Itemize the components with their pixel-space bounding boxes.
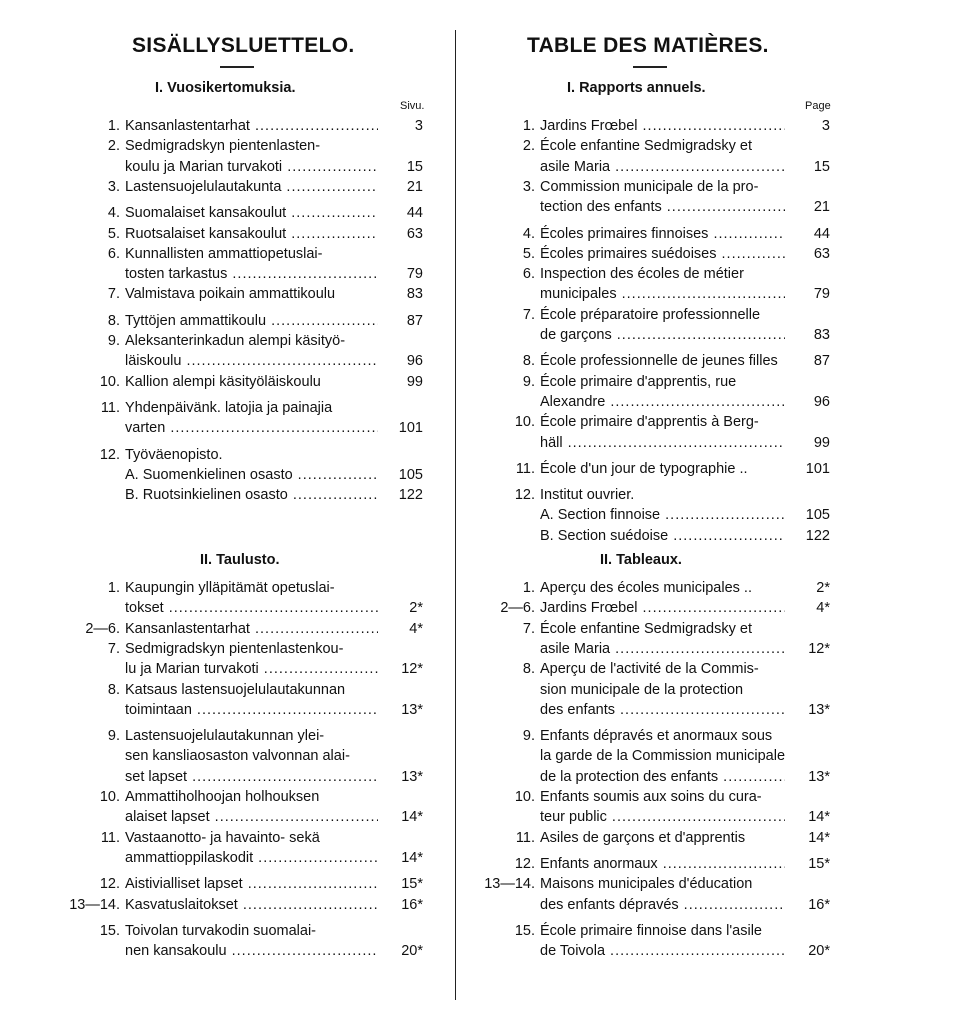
toc-line xyxy=(475,351,840,372)
entry-text: ammattioppilaskodit ..... xyxy=(125,848,378,869)
entry-text: Sedmigradskyn pientenlastenkou- xyxy=(125,640,344,657)
entry-text: koulu ja Marian turvakoti ..... xyxy=(125,157,378,178)
entry-number: 4. xyxy=(522,225,535,242)
entry-text: Suomalaiset kansakoulut ..... xyxy=(125,203,378,224)
toc-line xyxy=(475,372,840,393)
entry-number: 12. xyxy=(514,855,535,872)
entry-number: 7. xyxy=(522,620,535,637)
toc-line xyxy=(60,224,440,245)
toc-line xyxy=(60,244,440,265)
toc-line xyxy=(475,767,840,788)
toc-line xyxy=(475,244,840,265)
entry-number: 13—14. xyxy=(484,876,535,893)
entry-number: 7. xyxy=(522,306,535,323)
page-number: 3 xyxy=(821,118,830,134)
toc-line xyxy=(475,578,840,599)
entry-text: Lastensuojelulautakunta ..... xyxy=(125,177,378,198)
page-number: 13* xyxy=(401,701,423,718)
entry-text: Enfants anormaux ..... xyxy=(540,854,785,875)
page-number: 16* xyxy=(808,896,830,913)
entry-text: A. Section finnoise ..... xyxy=(540,505,785,526)
page-number: 12* xyxy=(401,661,423,678)
entry-text: Alexandre ..... xyxy=(540,392,785,413)
toc-line xyxy=(475,807,840,828)
toc-line xyxy=(475,264,840,285)
entry-number: 15. xyxy=(514,922,535,939)
page-number: 105 xyxy=(398,466,423,483)
entry-number: 9. xyxy=(522,728,535,745)
title-underline xyxy=(220,66,254,68)
page-number: 2* xyxy=(409,600,423,617)
entry-number: 9. xyxy=(107,728,120,745)
page-number: 101 xyxy=(805,460,830,477)
entry-text: École d'un jour de typographie .. xyxy=(540,460,748,477)
entry-text: Institut ouvrier. xyxy=(540,487,635,504)
entry-text: Kallion alempi käsityöläiskoulu xyxy=(125,373,321,390)
page-number: 63 xyxy=(406,225,423,242)
toc-line xyxy=(475,787,840,808)
entry-number: 12. xyxy=(99,876,120,893)
entry-text: Aperçu des écoles municipales .. xyxy=(540,580,752,596)
toc-line xyxy=(60,331,440,352)
toc-line xyxy=(475,412,840,433)
entry-number: 10. xyxy=(514,789,535,805)
entry-text: Vastaanotto- ja havainto- sekä xyxy=(125,829,320,846)
entry-number: 15. xyxy=(99,922,120,939)
entry-text: Lastensuojelulautakunnan ylei- xyxy=(125,728,325,745)
page-number: 21 xyxy=(813,199,830,216)
page-number: 15 xyxy=(813,158,830,175)
toc-line xyxy=(475,305,840,326)
page-number: 21 xyxy=(406,178,423,195)
page-number: 87 xyxy=(813,353,830,370)
entry-text: lu ja Marian turvakoti ..... xyxy=(125,659,378,680)
entry-text: asile Maria ..... xyxy=(540,639,785,660)
page-number: 15 xyxy=(406,158,423,175)
toc-line xyxy=(60,895,440,916)
page-number: 99 xyxy=(813,434,830,451)
toc-line xyxy=(60,807,440,828)
toc-line xyxy=(60,203,440,224)
toc-line xyxy=(475,828,840,849)
entry-text: Inspection des écoles de métier xyxy=(540,266,744,283)
entry-number: 2. xyxy=(107,138,120,155)
toc-line xyxy=(60,767,440,788)
entry-text: Kaupungin ylläpitämät opetuslai- xyxy=(125,580,335,596)
toc-line xyxy=(60,418,440,439)
toc-line xyxy=(475,526,840,547)
entry-text: Aleksanterinkadun alempi käsityö- xyxy=(125,333,346,349)
entry-text: la garde de la Commission municipale xyxy=(540,748,785,765)
entry-text: nen kansakoulu ..... xyxy=(125,941,378,962)
page-number: 12* xyxy=(808,640,830,657)
toc-line xyxy=(60,619,440,640)
toc-line xyxy=(475,746,840,767)
entry-text: Enfants soumis aux soins du cura- xyxy=(540,789,762,805)
page-number: 79 xyxy=(813,286,830,303)
entry-text: Yhdenpäivänk. latojia ja painajia xyxy=(125,399,333,416)
entry-text: set lapset ..... xyxy=(125,767,378,788)
entry-text: toimintaan ..... xyxy=(125,700,378,721)
toc-line xyxy=(475,619,840,640)
page-number: 4* xyxy=(816,600,830,617)
toc-line xyxy=(60,787,440,808)
entry-text: Katsaus lastensuojelulautakunnan xyxy=(125,681,346,698)
toc-line xyxy=(475,874,840,895)
toc-line xyxy=(475,598,840,619)
entry-number: 4. xyxy=(107,205,120,222)
toc-line xyxy=(60,639,440,660)
entry-text: läiskoulu ..... xyxy=(125,351,378,372)
page-number: 79 xyxy=(406,266,423,283)
entry-text: teur public ..... xyxy=(540,807,785,828)
page-number: 83 xyxy=(406,286,423,303)
page-number: 15* xyxy=(401,876,423,893)
toc-line xyxy=(60,578,440,599)
toc-line xyxy=(60,680,440,701)
page-number: 44 xyxy=(406,205,423,222)
page-number: 105 xyxy=(805,507,830,524)
toc-line xyxy=(60,700,440,721)
toc-line xyxy=(60,659,440,680)
page-number: 13* xyxy=(808,701,830,718)
entry-text: Työväenopisto. xyxy=(125,446,223,463)
page-number: 14* xyxy=(808,829,830,846)
entry-text: B. Section suédoise ..... xyxy=(540,526,785,547)
toc-line xyxy=(60,264,440,285)
entry-text: Jardins Frœbel ..... xyxy=(540,116,785,137)
toc-line xyxy=(60,372,440,393)
entry-number: 1. xyxy=(107,580,120,596)
entry-number: 3. xyxy=(522,178,535,195)
toc-line xyxy=(475,921,840,942)
entry-text: École enfantine Sedmigradsky et xyxy=(540,620,752,637)
toc-line xyxy=(475,485,840,506)
toc-line xyxy=(475,177,840,198)
entry-text: tosten tarkastus ..... xyxy=(125,264,378,285)
page-title: TABLE DES MATIÈRES. xyxy=(527,34,769,57)
page-column-header: Sivu. xyxy=(400,100,425,112)
entry-number: 11. xyxy=(100,829,120,846)
entry-number: 6. xyxy=(522,266,535,283)
entry-number: 1. xyxy=(522,118,535,134)
toc-line xyxy=(475,854,840,875)
section-heading-2: II. Tableaux. xyxy=(600,552,682,568)
toc-line xyxy=(60,177,440,198)
entry-number: 1. xyxy=(107,118,120,134)
toc-line xyxy=(60,116,440,137)
entry-number: 2—6. xyxy=(500,600,535,617)
entry-number: 7. xyxy=(107,286,120,303)
entry-text: A. Suomenkielinen osasto ..... xyxy=(125,465,378,486)
entry-text: tokset ..... xyxy=(125,598,378,619)
entry-number: 7. xyxy=(107,640,120,657)
toc-line xyxy=(475,726,840,747)
page-number: 122 xyxy=(805,527,830,544)
entry-text: häll ..... xyxy=(540,433,785,454)
section-heading-1: I. Vuosikertomuksia. xyxy=(155,80,296,96)
page-number: 20* xyxy=(401,943,423,960)
toc-line xyxy=(60,284,440,305)
entry-text: École primaire d'apprentis à Berg- xyxy=(540,414,759,431)
toc-line xyxy=(475,505,840,526)
entry-text: Ruotsalaiset kansakoulut ..... xyxy=(125,224,378,245)
page-number: 63 xyxy=(813,245,830,262)
toc-line xyxy=(475,895,840,916)
toc-line xyxy=(60,445,440,466)
entry-number: 1. xyxy=(522,580,535,596)
entry-number: 5. xyxy=(522,245,535,262)
entry-text: Maisons municipales d'éducation xyxy=(540,876,753,893)
toc-line xyxy=(475,284,840,305)
entry-text: Ammattiholhoojan holhouksen xyxy=(125,789,320,805)
toc-line xyxy=(60,598,440,619)
toc-line xyxy=(60,848,440,869)
toc-line xyxy=(475,639,840,660)
column-divider xyxy=(455,30,456,1000)
toc-line xyxy=(60,726,440,747)
page-title: SISÄLLYSLUETTELO. xyxy=(132,34,355,57)
page-number: 96 xyxy=(813,393,830,410)
page-number: 16* xyxy=(401,896,423,913)
toc-line xyxy=(60,941,440,962)
entry-text: École enfantine Sedmigradsky et xyxy=(540,138,752,155)
toc-line xyxy=(60,465,440,486)
page-number: 13* xyxy=(401,768,423,785)
entry-number: 2—6. xyxy=(85,620,120,637)
section-heading-2: II. Taulusto. xyxy=(200,552,280,568)
entry-text: École primaire finnoise dans l'asile xyxy=(540,922,762,939)
entry-text: des enfants ..... xyxy=(540,700,785,721)
page-number: 101 xyxy=(398,420,423,437)
toc-line xyxy=(60,398,440,419)
page-column-header: Page xyxy=(805,100,831,112)
toc-line xyxy=(60,921,440,942)
entry-number: 8. xyxy=(107,312,120,329)
toc-line xyxy=(475,392,840,413)
section-heading-1: I. Rapports annuels. xyxy=(567,80,706,96)
entry-number: 12. xyxy=(514,487,535,504)
entry-text: Jardins Frœbel ..... xyxy=(540,598,785,619)
toc-line xyxy=(475,459,840,480)
entry-text: École préparatoire professionnelle xyxy=(540,306,761,323)
entry-number: 10. xyxy=(99,789,120,805)
page-number: 83 xyxy=(813,327,830,343)
entry-number: 10. xyxy=(99,373,120,390)
toc-line xyxy=(60,828,440,849)
entry-text: asile Maria ..... xyxy=(540,157,785,178)
entry-text: Kansanlastentarhat ..... xyxy=(125,116,378,137)
entry-text: Asiles de garçons et d'apprentis xyxy=(540,829,746,846)
entry-number: 11. xyxy=(515,829,535,846)
entry-text: Toivolan turvakodin suomalai- xyxy=(125,922,317,939)
toc-line xyxy=(475,659,840,680)
entry-text: des enfants dépravés ..... xyxy=(540,895,785,916)
toc-line xyxy=(60,157,440,178)
entry-number: 10. xyxy=(514,414,535,431)
entry-number: 12. xyxy=(99,446,120,463)
entry-number: 9. xyxy=(107,333,120,349)
page-number: 20* xyxy=(808,943,830,960)
toc-line xyxy=(60,746,440,767)
entry-text: de Toivola ..... xyxy=(540,941,785,962)
entry-number: 3. xyxy=(107,178,120,195)
entry-text: École primaire d'apprentis, rue xyxy=(540,373,737,390)
page-number: 15* xyxy=(808,855,830,872)
toc-line xyxy=(475,224,840,245)
page-number: 14* xyxy=(401,809,423,826)
entry-number: 6. xyxy=(107,245,120,262)
entry-text: sen kansliaosaston valvonnan alai- xyxy=(125,748,350,765)
entry-text: alaiset lapset ..... xyxy=(125,807,378,828)
entry-text: Écoles primaires finnoises ..... xyxy=(540,224,785,245)
page-number: 3 xyxy=(414,118,423,134)
page-number: 122 xyxy=(398,487,423,504)
entry-text: tection des enfants ..... xyxy=(540,197,785,218)
entry-number: 11. xyxy=(515,460,535,477)
entry-text: de la protection des enfants ..... xyxy=(540,767,785,788)
entry-text: Tyttöjen ammattikoulu ..... xyxy=(125,311,378,332)
toc-line xyxy=(60,874,440,895)
entry-text: municipales ..... xyxy=(540,284,785,305)
toc-line xyxy=(475,680,840,701)
page-number: 96 xyxy=(406,353,423,370)
toc-line xyxy=(475,197,840,218)
page-number: 44 xyxy=(813,225,830,242)
page-number: 14* xyxy=(808,809,830,826)
entry-text: varten ..... xyxy=(125,418,378,439)
page-number: 87 xyxy=(406,312,423,329)
toc-line xyxy=(475,157,840,178)
entry-text: École professionnelle de jeunes filles xyxy=(540,353,778,370)
toc-line xyxy=(60,485,440,506)
title-underline xyxy=(633,66,667,68)
toc-line xyxy=(475,700,840,721)
entry-number: 5. xyxy=(107,225,120,242)
entry-number: 9. xyxy=(522,373,535,390)
entry-text: de garçons ..... xyxy=(540,325,785,346)
page-number: 14* xyxy=(401,849,423,866)
entry-text: B. Ruotsinkielinen osasto ..... xyxy=(125,485,378,506)
entry-text: Aperçu de l'activité de la Commis- xyxy=(540,661,759,678)
page-number: 2* xyxy=(816,580,830,596)
toc-line xyxy=(60,351,440,372)
entry-text: Commission municipale de la pro- xyxy=(540,178,759,195)
entry-number: 2. xyxy=(522,138,535,155)
entry-text: sion municipale de la protection xyxy=(540,681,744,698)
entry-text: Kunnallisten ammattiopetuslai- xyxy=(125,245,323,262)
page-number: 99 xyxy=(406,373,423,390)
entry-number: 13—14. xyxy=(69,896,120,913)
entry-text: Kansanlastentarhat ..... xyxy=(125,619,378,640)
page-number: 4* xyxy=(409,620,423,637)
toc-line xyxy=(60,136,440,157)
page-number: 13* xyxy=(808,768,830,785)
entry-text: Écoles primaires suédoises ..... xyxy=(540,244,785,265)
entry-text: Enfants dépravés et anormaux sous xyxy=(540,728,773,745)
entry-number: 11. xyxy=(100,399,120,416)
entry-number: 8. xyxy=(522,661,535,678)
toc-line xyxy=(475,433,840,454)
entry-text: Kasvatuslaitokset ..... xyxy=(125,895,378,916)
entry-text: Aistivialliset lapset ..... xyxy=(125,874,378,895)
entry-text: Sedmigradskyn pientenlasten- xyxy=(125,138,321,155)
toc-line xyxy=(60,311,440,332)
toc-line xyxy=(475,116,840,137)
toc-line xyxy=(475,325,840,346)
toc-line xyxy=(475,941,840,962)
entry-number: 8. xyxy=(107,681,120,698)
toc-line xyxy=(475,136,840,157)
entry-text: Valmistava poikain ammattikoulu xyxy=(125,286,336,303)
entry-number: 8. xyxy=(522,353,535,370)
